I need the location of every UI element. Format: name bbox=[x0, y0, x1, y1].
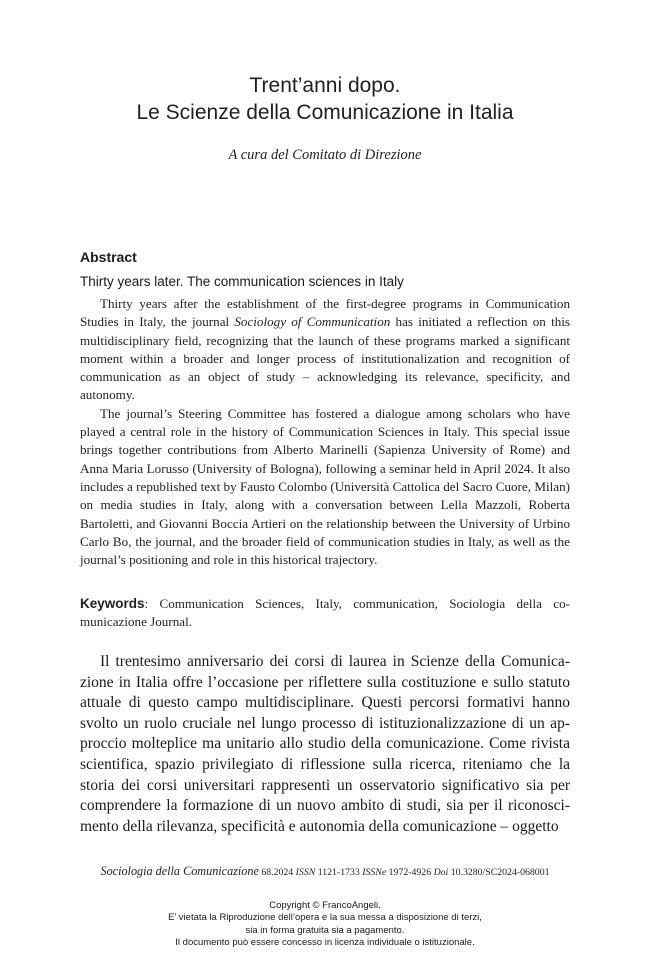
footer-issne: 1972-4926 bbox=[386, 867, 434, 878]
body-text bbox=[80, 652, 570, 837]
body-paragraph-1: Il trentesimo anniversario dei corsi di laurea in Scienze della Comunicazione in Italia offre l’occasione per riflettere sulla costituzione e sullo statuto attuale di questo campo multidisciplinare. Questi percorsi formativi hanno svolto un ruolo cruciale nel lungo processo di istituzionalizzazione di un approccio molteplice ma unitario allo studio della comunicazione. Come rivista scientifica, spazio privilegiato di riflessione sulla ricerca, riteniamo che la storia dei corsi universitari rappresenti un osservatorio significativo sia per comprendere la formazione di un nuovo ambito di studi, sia per il riconoscimento della rilevanza, specificità e autonomia della comunicazione – oggetto bbox=[80, 653, 570, 835]
copyright-line-1: Copyright © FrancoAngeli. bbox=[269, 900, 381, 911]
footer-issue: 68.2024 bbox=[258, 867, 296, 878]
abstract-text bbox=[80, 295, 570, 569]
keywords-text: Communication Sciences, Italy, communication, Sociologia della comunicazione Journal. bbox=[80, 596, 570, 630]
abstract-subtitle: Thirty years later. The communication sciences in Italy bbox=[80, 274, 404, 289]
footer-issn-label: ISSN bbox=[295, 867, 316, 878]
footer-doi: 10.3280/SC2024-068001 bbox=[448, 867, 550, 878]
journal-name: Sociology of Communication bbox=[234, 314, 391, 330]
abstract-paragraph-1 bbox=[80, 295, 570, 405]
abstract-paragraph-2: The journal’s Steering Committee has fostered a dialogue among scholars who have played a central role in the history of Communication Sciences in Italy. This special issue brings together contributions from Alberto Marinelli (Sapienza University of Rome) and Anna Maria Lorusso (University of Bologna), following a seminar held in April 2024. It also includes a republished text by Fausto Colombo (Università Cattolica del Sacro Cuore, Milan) on media studies in Italy, along with a conversation between Lella Mazzoli, Roberta Bartoletti, and Giovanni Boccia Artieri on the relationship between the University of Urbino Carlo Bo, the journal, and the broader field of communication studies in Italy, as well as the journal’s positioning and role in this historical trajectory. bbox=[80, 405, 570, 568]
copyright-notice bbox=[40, 900, 610, 950]
footer-doi-label: Doi bbox=[433, 867, 449, 878]
abstract-p1-end: has initiated a reflection on this multidisciplinary field, recognizing that the launch of these programs marked a significant moment within a broader and longer process of institutionalization and recognition of communication as an object of study – acknowledging its relevance, specificity, and autonomy. bbox=[80, 314, 570, 403]
journal-footer bbox=[80, 864, 570, 879]
article-title bbox=[40, 72, 610, 126]
keywords-label: Keywords bbox=[80, 596, 145, 611]
keywords bbox=[80, 595, 570, 632]
title-line-1: Trent’anni dopo. bbox=[249, 74, 401, 97]
title-line-2: Le Scienze della Comunicazione in Italia bbox=[136, 101, 514, 124]
keywords-separator: : bbox=[144, 596, 160, 611]
copyright-line-3: sia in forma gratuita sia a pagamento. bbox=[245, 924, 405, 936]
abstract-p1-start: Thirty years after the establishment of the first-degree programs in Communication Studies in Italy, the journal bbox=[80, 296, 570, 330]
copyright-line-2: E’ vietata la Riproduzione dell’opera e la sua messa a disposizione di terzi, bbox=[168, 912, 482, 924]
copyright-line-4: Il documento può essere concesso in licenza individuale o istituzionale. bbox=[175, 937, 475, 949]
footer-issn: 1121-1733 bbox=[315, 867, 363, 878]
footer-journal: Sociologia della Comunicazione bbox=[100, 864, 259, 878]
editors-line: A cura del Comitato di Direzione bbox=[228, 147, 422, 163]
footer-issne-label: ISSNe bbox=[362, 867, 387, 878]
abstract-heading: Abstract bbox=[80, 249, 137, 265]
